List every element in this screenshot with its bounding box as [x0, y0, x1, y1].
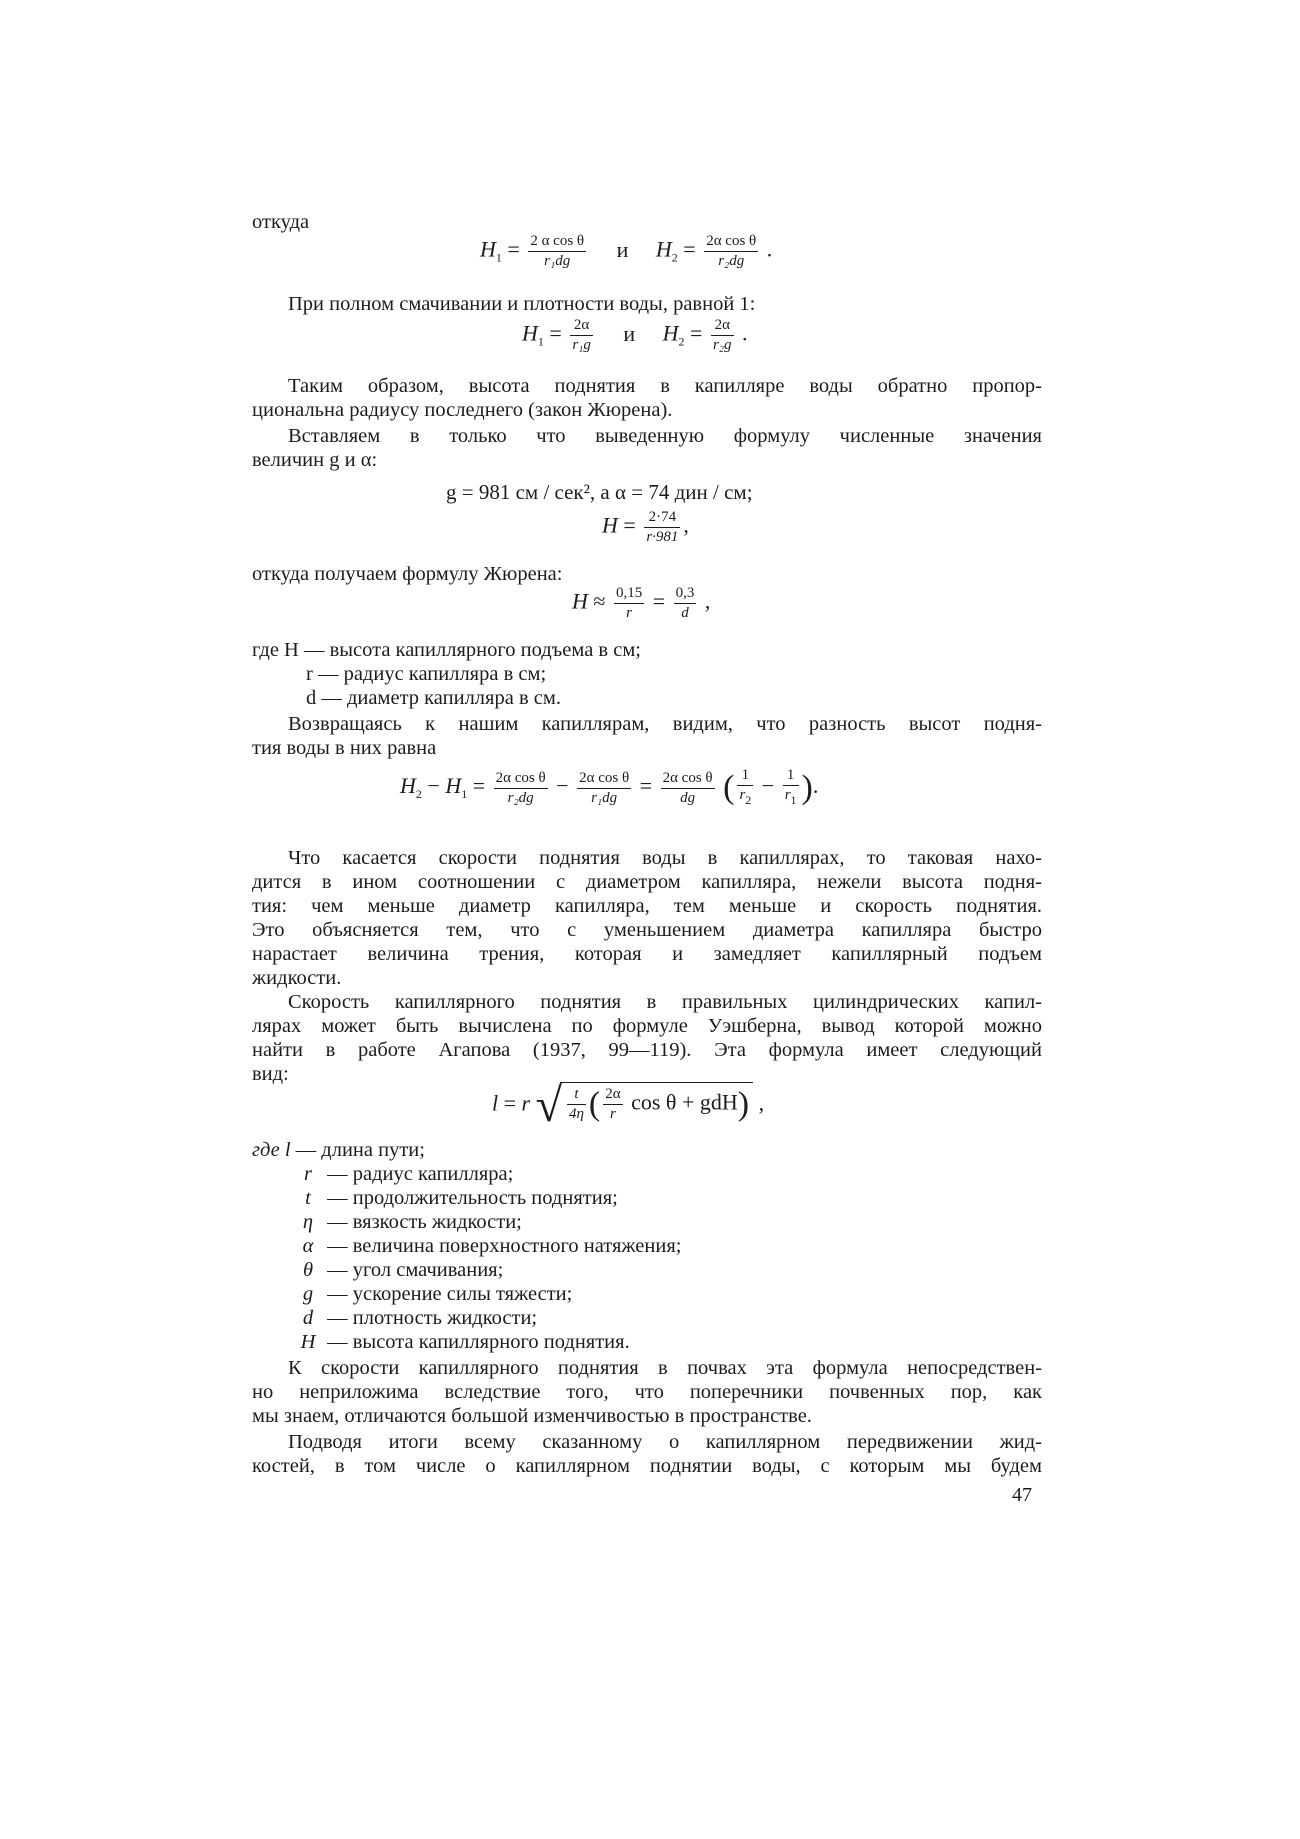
definition-H: где H — высота капиллярного подъема в см;: [252, 639, 641, 661]
fraction-denominator: r₂dg: [718, 253, 745, 269]
fraction-numerator: 2α: [570, 316, 593, 336]
definition-row: η — вязкость жидкости;: [302, 1211, 522, 1233]
paragraph-line: Вставляем в только что выведенную формулу численные значения: [288, 425, 1042, 447]
fraction-numerator: 2α: [603, 1085, 622, 1105]
paragraph-line: величин g и α:: [252, 449, 378, 471]
fraction-numerator: 2α: [711, 316, 734, 336]
paragraph-line: Скорость капиллярного поднятия в правильных цилиндрических капил-: [288, 991, 1042, 1013]
paragraph-line: найти в работе Агапова (1937, 99—119). Эта формула имеет следующий: [252, 1039, 1042, 1061]
definition-d: d — диаметр капилляра в см.: [306, 687, 561, 709]
equation-H-numeric: H = $\frac{2\cdot 74}{r\cdot 981}$ ,: [602, 509, 689, 545]
paragraph-line: костей, в том числе о капиллярном поднятии воды, с которым мы будем: [252, 1455, 1042, 1477]
equation-jurin-law: H ≈ $\frac{0,15}{r}$ = $\frac{0,3}{d}$ ,: [572, 585, 711, 621]
fraction-numerator: 2·74: [644, 508, 680, 528]
paragraph-line: циональна радиусу последнего (закон Жюрена).: [252, 399, 673, 421]
fraction-denominator: d: [681, 605, 689, 621]
equation-values: g = 981 см / сек², а α = 74 дин / см;: [446, 480, 753, 504]
paragraph-line: К скорости капиллярного поднятия в почвах эта формула непосредствен-: [288, 1357, 1042, 1379]
paragraph: При полном смачивании и плотности воды, равной 1:: [288, 293, 756, 315]
fraction-numerator: 2α cos θ: [577, 769, 631, 789]
definition-row: где l — длина пути;: [252, 1139, 425, 1161]
paragraph-line: тия воды в них равна: [252, 737, 437, 759]
paragraph-line: Что касается скорости поднятия воды в капиллярах, то таковая нахо-: [288, 847, 1042, 869]
fraction-denominator: r₁dg: [591, 789, 618, 806]
equation-heights-general: $H_1$ = $\frac{\text{2 α cos θ}}{\text{r₁dg}}$ и $H_2$ = $\frac{\text{2α cos θ}}{\text{r₂dg}}$ .: [480, 233, 773, 269]
fraction-denominator: r₁g: [572, 337, 591, 353]
fraction-denominator: r₂g: [712, 337, 732, 353]
fraction-denominator: r: [626, 605, 633, 621]
conjunction: и: [623, 320, 636, 346]
paragraph-line: тия: чем меньше диаметр капилляра, тем меньше и скорость поднятия.: [252, 895, 1042, 917]
text-line: откуда: [252, 211, 310, 233]
fraction-denominator: r·981: [646, 529, 679, 545]
conjunction: и: [616, 236, 629, 262]
definition-r: r — радиус капилляра в см;: [306, 663, 547, 685]
equation-term: cos θ + gdH: [631, 1089, 738, 1115]
fraction-numerator: 0,3: [674, 584, 697, 604]
definition-row: H — высота капиллярного поднятия.: [300, 1331, 630, 1353]
paragraph-line: нарастает величина трения, которая и замедляет капиллярный подъем: [252, 943, 1042, 965]
text-line: откуда получаем формулу Жюрена:: [252, 563, 563, 585]
paragraph-line: Таким образом, высота поднятия в капилляре воды обратно пропор-: [288, 375, 1042, 397]
paragraph-line: Это объясняется тем, что с уменьшением диаметра капилляра быстро: [252, 919, 1042, 941]
fraction-numerator: t: [567, 1085, 586, 1105]
equation-washburn: l = r √ $\frac{t}{4\eta}$ ( $\frac{2\alpha}{r}$ cos θ + gdH) ,: [492, 1079, 765, 1132]
page-number: 47: [1012, 1484, 1032, 1506]
paragraph-line: мы знаем, отличаются большой изменчивостью в пространстве.: [252, 1405, 812, 1427]
paragraph-line: Возвращаясь к нашим капиллярам, видим, что разность высот подня-: [288, 713, 1042, 735]
paragraph-line: дится в ином соотношении с диаметром капилляра, нежели высота подня-: [252, 871, 1042, 893]
equation-heights-full-wetting: $H_1$ = $\frac{2\alpha}{\text{r₁g}}$ и $H_2$ = $\frac{2\alpha}{\text{r₂g}}$ .: [522, 317, 748, 353]
paragraph-line: вид:: [252, 1063, 289, 1085]
definition-row: g — ускорение силы тяжести;: [302, 1283, 573, 1305]
fraction-numerator: 2 α cos θ: [528, 232, 586, 252]
definition-row: r — радиус капилляра;: [304, 1163, 514, 1185]
paragraph-line: но неприложима вследствие того, что поперечники почвенных пор, как: [252, 1381, 1042, 1403]
equation-height-difference: $H_2 - H_1$ = $\frac{\text{2α cos θ}}{\text{r₂dg}}$ − $\frac{\text{2α cos θ}}{\text{r₁dg}}$ = $\frac{\text{2α cos θ}}{dg}$ ( $\frac{1}{r_2}$ − $\frac{1}{r_1}$ ).: [400, 767, 819, 807]
paragraph-line: Подводя итоги всему сказанному о капиллярном передвижении жид-: [288, 1431, 1042, 1453]
fraction-numerator: 2α cos θ: [704, 232, 758, 252]
fraction-denominator: r₂dg: [507, 789, 534, 806]
fraction-denominator: r: [609, 1105, 616, 1122]
definition-row: α — величина поверхностного натяжения;: [302, 1235, 682, 1257]
definition-row: θ — угол смачивания;: [302, 1259, 504, 1281]
fraction-denominator: r₁dg: [544, 253, 571, 269]
fraction-numerator: 2α cos θ: [494, 769, 548, 789]
square-root-sign: √: [535, 1079, 562, 1132]
fraction-numerator: 0,15: [614, 584, 644, 604]
definition-row: t — продолжительность поднятия;: [305, 1187, 618, 1209]
paragraph-line: лярах может быть вычислена по формуле Уэшберна, вывод которой можно: [252, 1015, 1042, 1037]
fraction-denominator: 4η: [568, 1105, 584, 1122]
definition-row: d — плотность жидкости;: [302, 1307, 538, 1329]
paragraph-line: жидкости.: [252, 967, 342, 989]
fraction-numerator: 2α cos θ: [661, 769, 715, 789]
fraction-denominator: dg: [680, 789, 696, 806]
